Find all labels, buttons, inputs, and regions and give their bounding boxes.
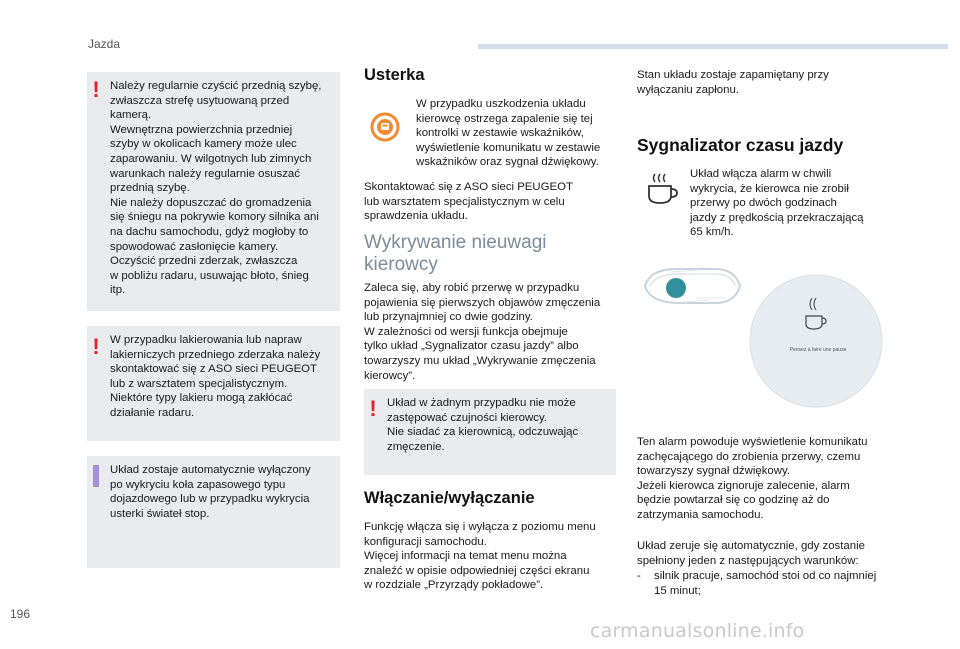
usterka-heading: Usterka xyxy=(364,66,425,84)
warning-box-camera xyxy=(87,72,340,311)
list-dash: - xyxy=(637,570,641,582)
timer-text: Układ włącza alarm w chwili wykrycia, że kierowca nie zrobił przerwy po dwóch godzinach jazdy z prędkością przekraczającą 65 km/h. xyxy=(690,168,864,239)
warning-box-vigilance xyxy=(364,389,616,475)
warning-icon: ! xyxy=(92,77,100,102)
warning-text-paint: W przypadku lakierowania lub napraw lakierniczych przedniego zderzaka należy skontaktować się z ASO sieci PEUGEOT lub z warsztatem specjalistycznym. Niektóre typy lakieru mogą zakłócać działanie radaru. xyxy=(110,334,321,419)
alarm-text: Ten alarm powoduje wyświetlenie komunikatu zachęcającego do zrobienia przerwy, czemu towarzyszy sygnał dźwiękowy. Jeżeli kierowca zignoruje zalecenie, alarm będzie powtarzał się co godzinę aż do zatrzymania samochodu. xyxy=(637,436,868,521)
fault-warning-lamp-icon xyxy=(368,112,402,142)
timer-heading: Sygnalizator czasu jazdy xyxy=(637,135,844,155)
warning-icon: ! xyxy=(92,334,100,359)
aso-contact-text: Skontaktować się z ASO sieci PEUGEOT lub warsztatem specjalistycznym w celu sprawdzenia układu. xyxy=(364,181,573,223)
section-title-driver-attention: Wykrywanie nieuwagi kierowcy xyxy=(364,232,547,275)
warning-box-paint xyxy=(87,326,340,441)
watermark: carmanualsonline.info xyxy=(590,620,805,642)
onoff-text: Funkcję włącza się i wyłącza z poziomu menu konfiguracji samochodu. Więcej informacji na temat menu można znaleźć w opisie odpowiedniej części ekranu w rozdziale „Przyrządy pokładowe”. xyxy=(364,521,596,592)
warning-text-camera: Należy regularnie czyścić przednią szybę, zwłaszcza strefę usytuowaną przed kamerą. Wewnętrzna powierzchnia przedniej szyby w okolicach kamery może ulec zaparowaniu. W wilgotnych lub zimnych warunkach należy regularnie osuszać przednią szybę. Nie należy dopuszczać do gromadzenia się śniegu na pokrywie komory silnika ani na dachu samochodu, gdyż mogłoby to spowodować zasłonięcie kamery. Oczyścić przedni zderzak, zwłaszcza w pobliżu radaru, usuwając błoto, śnieg itp. xyxy=(110,80,322,297)
list-item-text: silnik pracuje, samochód stoi od co najmniej 15 minut; xyxy=(654,570,877,597)
display-message: Pensez à faire une pause xyxy=(789,347,847,353)
info-icon xyxy=(93,465,99,487)
state-memory-text: Stan układu zostaje zapamiętany przy wyłączaniu zapłonu. xyxy=(637,69,829,96)
warning-icon: ! xyxy=(369,396,377,421)
info-text-spare-wheel: Układ zostaje automatycznie wyłączony po wykryciu koła zapasowego typu dojazdowego lub w przypadku wykrycia usterki świateł stop. xyxy=(110,464,311,520)
onoff-heading: Włączanie/wyłączanie xyxy=(364,489,535,507)
section-label: Jazda xyxy=(88,37,121,51)
section-intro-text: Zaleca się, aby robić przerwę w przypadku pojawienia się pierwszych objawów zmęczenia lub przynajmniej co dwie godziny. W zależności od wersji funkcja obejmuje tylko układ „Sygnalizator czasu jazdy” albo towarzyszy mu układ „Wykrywanie zmęczenia kierowcy”. xyxy=(364,282,601,382)
usterka-text: W przypadku uszkodzenia układu kierowcę ostrzega zapalenie się tej kontrolki w zestawie wskaźników, wyświetlenie komunikatu w zestawie wskaźników oraz sygnał dźwiękowy. xyxy=(416,98,601,169)
coffee-cup-icon xyxy=(643,172,679,208)
instrument-panel-illustration xyxy=(640,266,890,446)
info-box-spare-wheel xyxy=(87,456,340,568)
header-bar xyxy=(478,44,948,49)
page-number: 196 xyxy=(10,607,31,621)
reset-intro-text: Układ zeruje się automatycznie, gdy zostanie spełniony jeden z następujących warunków: xyxy=(637,540,865,567)
warning-text-vigilance: Układ w żadnym przypadku nie może zastępować czujności kierowcy. Nie siadać za kierownicą, odczuwając zmęczenie. xyxy=(387,397,579,453)
